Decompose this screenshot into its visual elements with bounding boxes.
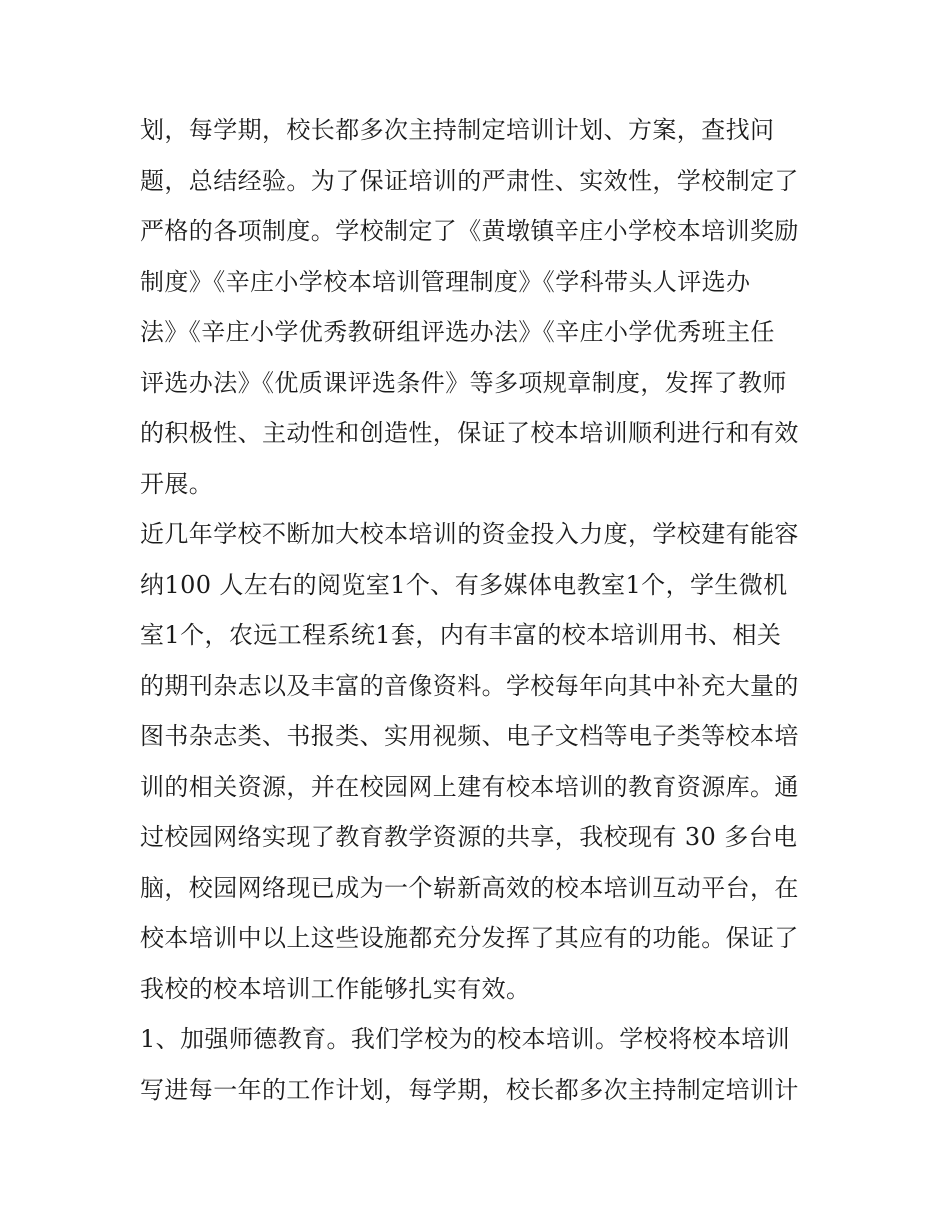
text-line: 纳100 人左右的阅览室1个、有多媒体电教室1个，学生微机 [140,570,788,599]
text-line: 严格的各项制度。学校制定了《黄墩镇辛庄小学校本培训奖励 [140,217,799,245]
text-line: 室1个，农远工程系统1套，内有丰富的校本培训用书、相关 [140,621,782,649]
text-line: 评选办法》《优质课评选条件》等多项规章制度，发挥了教师 [140,368,787,397]
text-line: 校本培训中以上这些设施都充分发挥了其应有的功能。保证了 [140,924,799,952]
text-line: 1、加强师德教育。我们学校为的校本培训。学校将校本培训 [140,1025,791,1053]
text-line: 划，每学期，校长都多次主持制定培训计划、方案，查找问 [140,116,775,144]
text-line: 的积极性、主动性和创造性，保证了校本培训顺利进行和有效 [140,419,799,447]
text-line: 我校的校本培训工作能够扎实有效。 [140,974,531,1003]
text-line: 法》《辛庄小学优秀教研组评选办法》《辛庄小学优秀班主任 [140,318,775,346]
text-line: 开展。 [140,469,214,498]
document-body [140,105,820,1115]
text-line: 训的相关资源，并在校园网上建有校本培训的教育资源库。通 [140,772,799,801]
text-line: 的期刊杂志以及丰富的音像资料。学校每年向其中补充大量的 [140,671,799,700]
text-line: 制度》《辛庄小学校本培训管理制度》《学科带头人评选办 [140,267,751,296]
text-line: 脑，校园网络现已成为一个崭新高效的校本培训互动平台，在 [140,873,799,902]
text-line: 图书杂志类、书报类、实用视频、电子文档等电子类等校本培 [140,722,799,750]
text-line: 近几年学校不断加大校本培训的资金投入力度，学校建有能容 [140,520,799,548]
text-line: 题，总结经验。为了保证培训的严肃性、实效性，学校制定了 [140,166,799,195]
text-line: 过校园网络实现了教育教学资源的共享，我校现有 30 多台电 [140,823,798,851]
text-line: 写进每一年的工作计划，每学期，校长都多次主持制定培训计 [140,1075,799,1104]
